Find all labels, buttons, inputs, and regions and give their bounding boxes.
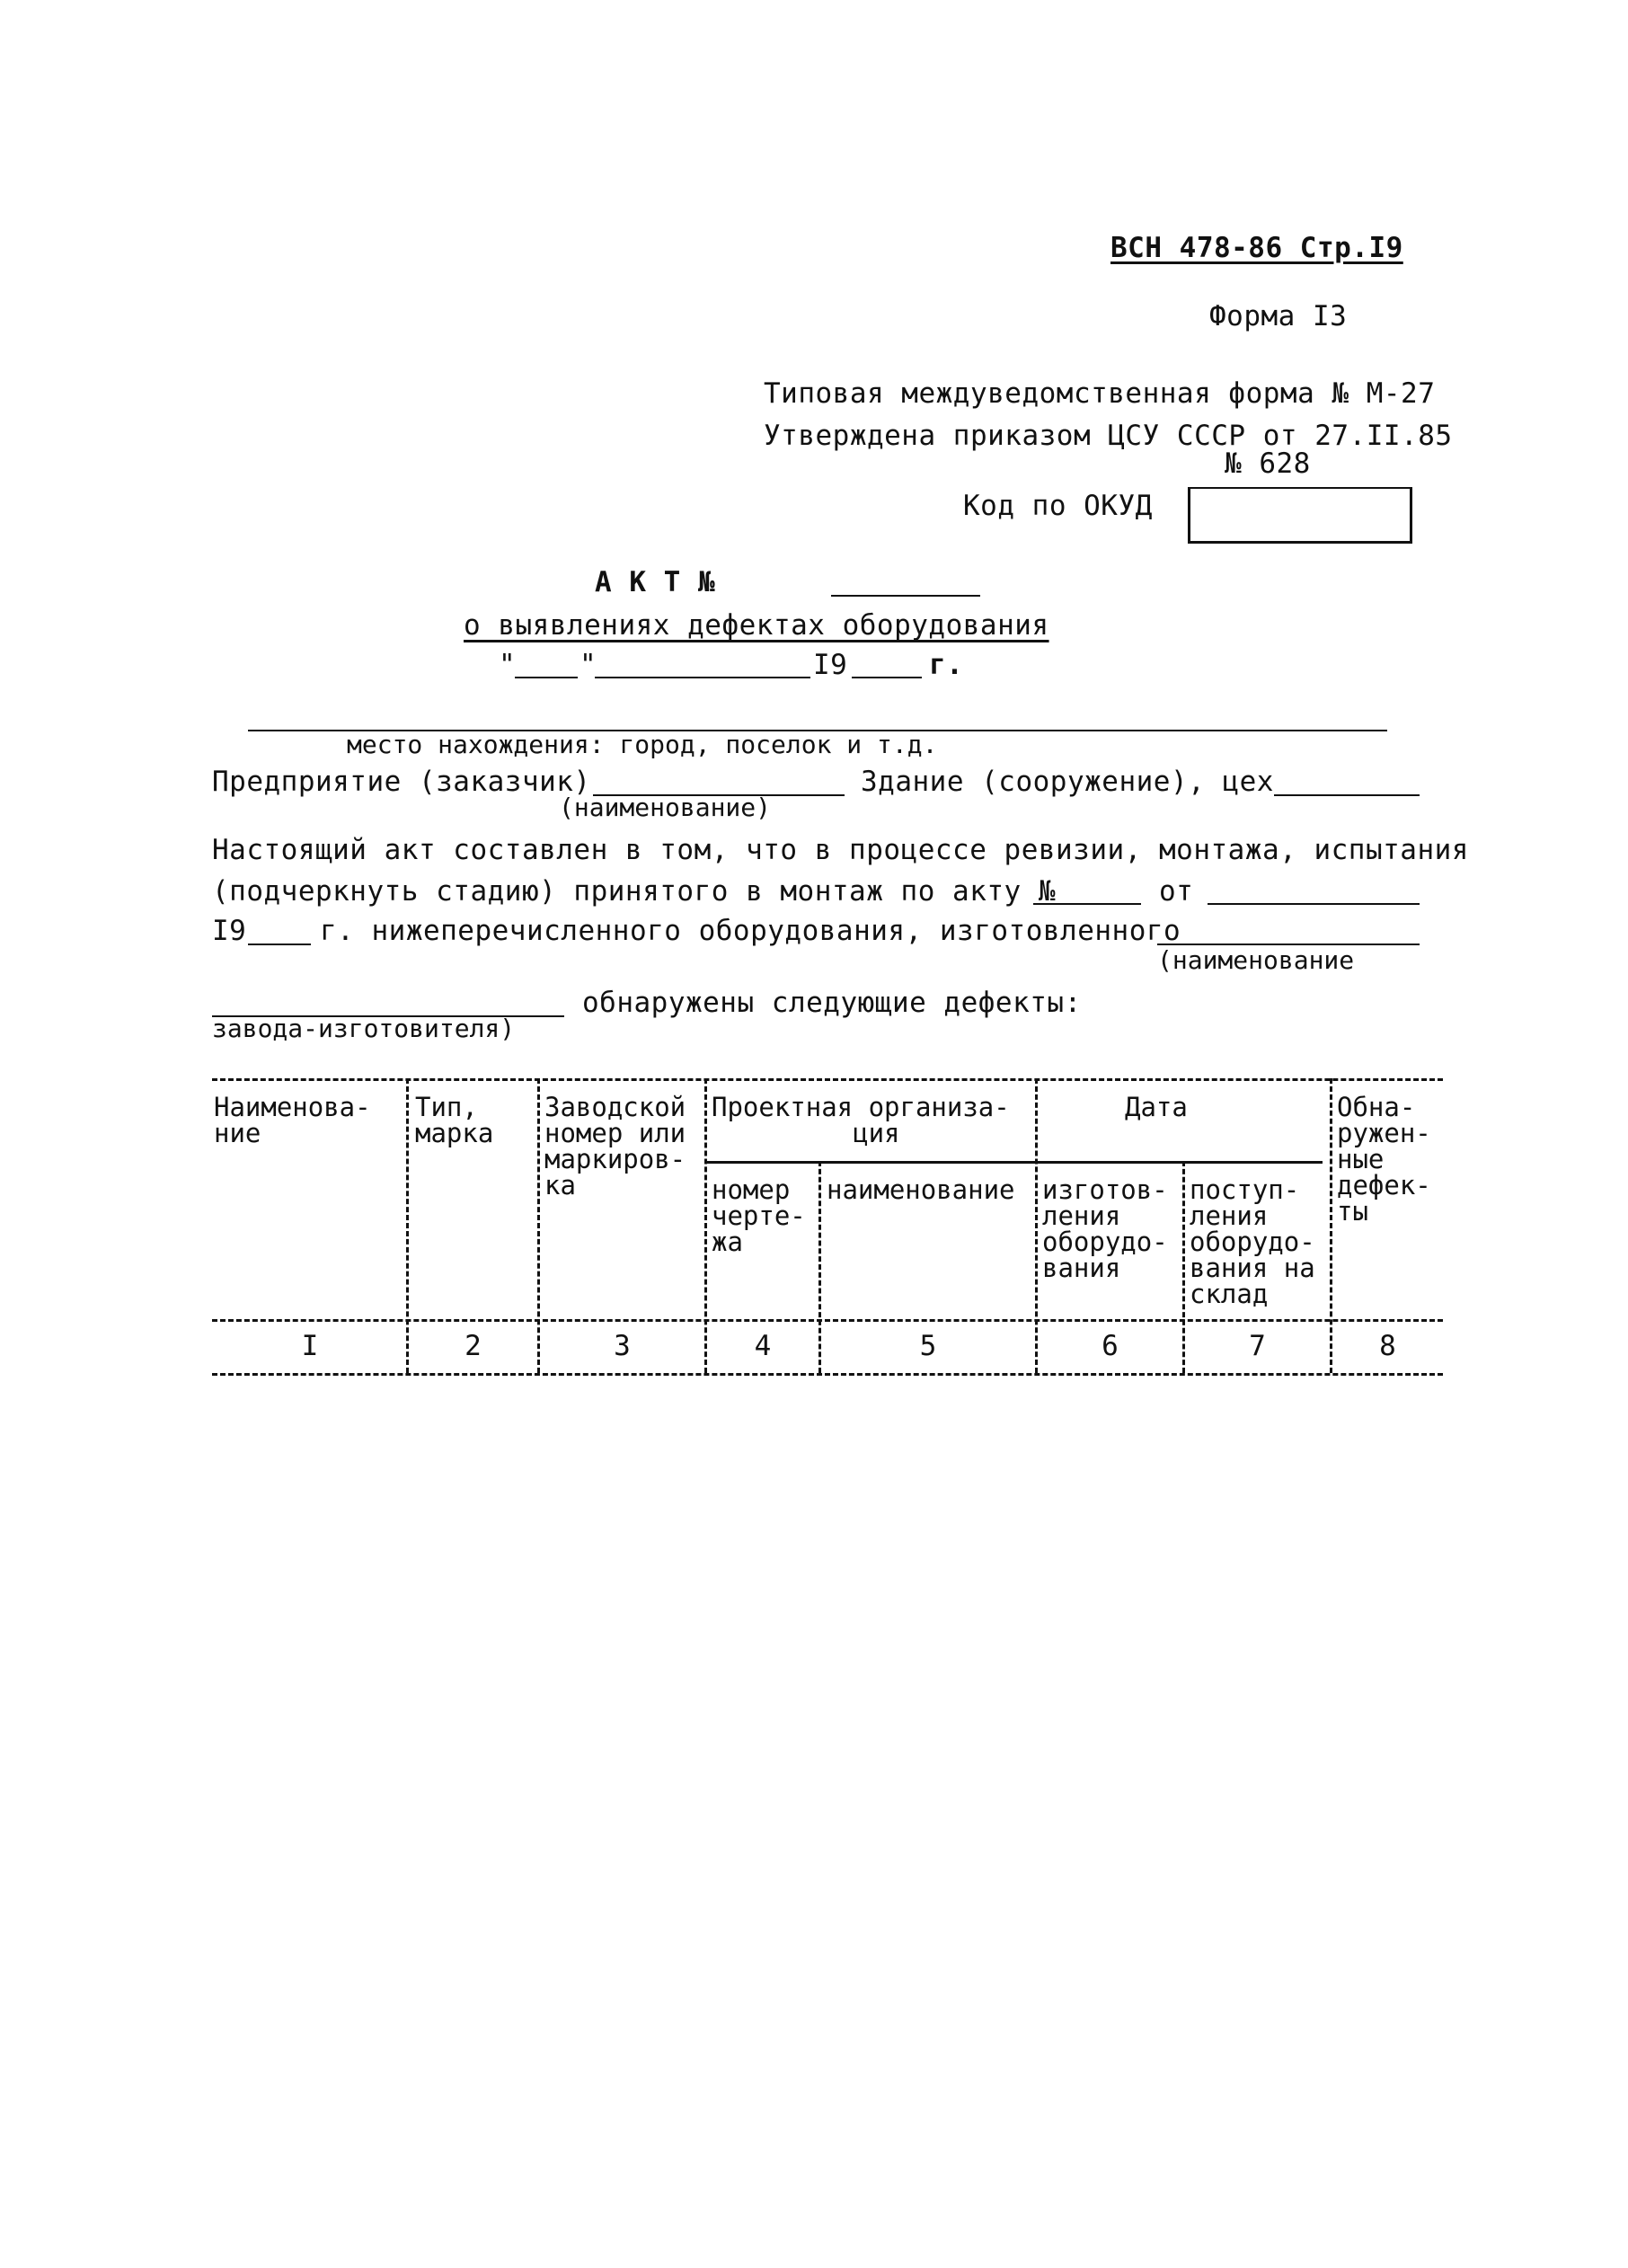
paragraph-line-2b: от bbox=[1159, 875, 1194, 908]
header-serial-number: Заводской номер или маркиров- ка bbox=[544, 1092, 686, 1200]
manufacturer-caption-a: (наименование bbox=[1157, 945, 1355, 975]
date-year-field[interactable] bbox=[852, 677, 922, 678]
col-divider-7 bbox=[1330, 1078, 1332, 1373]
okud-code-box[interactable] bbox=[1188, 487, 1412, 544]
place-caption: место нахождения: город, поселок и т.д. bbox=[347, 730, 938, 759]
column-number-6: 6 bbox=[1102, 1330, 1119, 1362]
header-manufacture-date: изготов- ления оборудо- вания bbox=[1042, 1174, 1168, 1283]
acceptance-date-field[interactable] bbox=[1208, 903, 1420, 905]
col-divider-2 bbox=[537, 1078, 540, 1373]
table-bottom-border bbox=[212, 1373, 1443, 1376]
paragraph-line-3b: г. нижеперечисленного оборудования, изготовленного bbox=[320, 915, 1181, 947]
column-number-1: I bbox=[301, 1330, 319, 1362]
header-date: Дата bbox=[1125, 1092, 1188, 1122]
building-field[interactable] bbox=[1274, 794, 1420, 796]
column-number-8: 8 bbox=[1379, 1330, 1396, 1362]
table-top-border bbox=[212, 1078, 1443, 1081]
building-label: Здание (сооружение), цех bbox=[861, 766, 1274, 798]
date-month-field[interactable] bbox=[595, 677, 810, 678]
column-number-4: 4 bbox=[754, 1330, 772, 1362]
typical-form-label: Типовая междуведомственная форма № М-27 bbox=[764, 377, 1436, 410]
header-project-organization: Проектная организа- ция bbox=[712, 1092, 1010, 1148]
enterprise-label: Предприятие (заказчик) bbox=[212, 766, 591, 798]
paragraph-line-3a: I9 bbox=[212, 915, 247, 947]
approval-line: Утверждена приказом ЦСУ СССР от 27.II.85 bbox=[764, 420, 1453, 452]
paragraph-line-2a: (подчеркнуть стадию) принятого в монтаж по акту № bbox=[212, 875, 1057, 908]
header-arrival-date: поступ- ления оборудо- вания на склад bbox=[1190, 1174, 1315, 1309]
col-divider-5 bbox=[1035, 1078, 1038, 1373]
date-year-prefix: I9 bbox=[813, 649, 848, 681]
order-number: № 628 bbox=[1225, 447, 1311, 480]
group-header-divider bbox=[706, 1161, 1323, 1164]
act-subtitle: о выявлениях дефектах оборудования bbox=[464, 609, 1049, 642]
header-type-brand: Тип, марка bbox=[415, 1092, 494, 1148]
header-name: Наименова- ние bbox=[214, 1092, 371, 1148]
col-divider-3 bbox=[704, 1078, 707, 1373]
column-number-5: 5 bbox=[919, 1330, 937, 1362]
date-year-suffix: г. bbox=[929, 649, 964, 681]
form-number: Форма I3 bbox=[1209, 300, 1348, 332]
header-project-name: наименование bbox=[827, 1174, 1015, 1205]
manufacturer-caption-b: завода-изготовителя) bbox=[212, 1014, 516, 1043]
act-title: А К Т № bbox=[595, 566, 716, 598]
table-header-bottom-border bbox=[212, 1319, 1443, 1322]
header-found-defects: Обна- ружен- ные дефек- ты bbox=[1337, 1092, 1431, 1227]
column-number-2: 2 bbox=[465, 1330, 482, 1362]
column-number-7: 7 bbox=[1249, 1330, 1266, 1362]
acceptance-act-number-field[interactable] bbox=[1033, 903, 1141, 905]
col-divider-1 bbox=[406, 1078, 409, 1373]
paragraph-line-1: Настоящий акт составлен в том, что в процессе ревизии, монтажа, испытания bbox=[212, 834, 1469, 866]
date-day-field[interactable] bbox=[515, 677, 578, 678]
document-reference: ВСН 478-86 Стр.I9 bbox=[1110, 232, 1403, 264]
okud-label: Код по ОКУД bbox=[963, 490, 1153, 522]
header-drawing-number: номер черте- жа bbox=[712, 1174, 806, 1257]
line3-year-field[interactable] bbox=[248, 944, 311, 945]
enterprise-caption: (наименование) bbox=[559, 793, 772, 822]
date-quote-open: " bbox=[499, 649, 517, 681]
date-quote-close: " bbox=[580, 649, 597, 681]
act-number-field[interactable] bbox=[831, 595, 980, 597]
found-defects-text: обнаружены следующие дефекты: bbox=[582, 987, 1082, 1019]
column-number-3: 3 bbox=[614, 1330, 631, 1362]
